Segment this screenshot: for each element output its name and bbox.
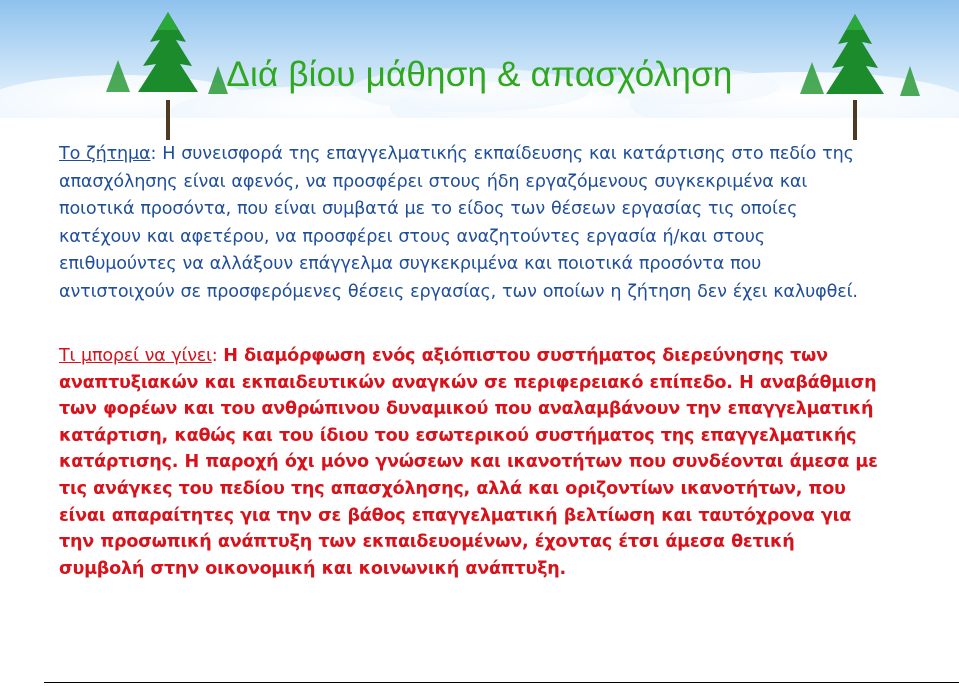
issue-text: Η συνεισφορά της επαγγελματικής εκπαίδευσης και κατάρτισης στο πεδίο της απασχόλησης είναι αφενός, να προσφέρει στους ήδη εργαζόμενους συγκεκριμένα και ποιοτικά προσόντα, που είναι συμβατά με το είδος των θέσεων εργασίας τις οποίες κατέχουν και αφετέρου, να προσφέρει στους αναζητούντες εργασία ή/και στους επιθυμούντες να αλλάξουν επάγγελμα συγκεκριμένα και ποιοτικά προσόντα που αντιστοιχούν σε προσφερόμενες θέσεις εργασίας, των οποίων η ζήτηση δεν έχει καλυφθεί.	[59, 144, 858, 302]
action-separator: :	[211, 346, 224, 366]
action-text: Η διαμόρφωση ενός αξιόπιστου συστήματος διερεύνησης των αναπτυξιακών και εκπαιδευτικών αναγκών σε περιφερειακό επίπεδο. Η αναβάθμιση των φορέων και του ανθρώπινου δυναμικού που αναλαμβάνουν την επαγγελματική κατάρτιση, καθώς και του ίδιου του εσωτερικού συστήματος της επαγγελματικής κατάρτισης. Η παροχή όχι μόνο γνώσεων και ικανοτήτων που συνδέονται άμεσα με τις ανάγκες του πεδίου της απασχόλησης, αλλά και οριζοντίων ικανοτήτων, που είναι απαραίτητες για την σε βάθος επαγγελματική βελτίωση και ταυτόχρονα για την προσωπική ανάπτυξη των εκπαιδευομένων, έχοντας έτσι άμεσα θετική συμβολή στην οικονομική και κοινωνική ανάπτυξη.	[59, 346, 878, 579]
issue-separator: :	[150, 144, 163, 164]
issue-label: Το ζήτημα	[59, 144, 151, 164]
slide-title: Διά βίου μάθηση & απασχόληση	[226, 55, 733, 94]
slide-content	[59, 141, 879, 582]
issue-paragraph	[59, 141, 879, 306]
bottom-rule	[44, 682, 959, 683]
action-label: Τι μπορεί να γίνει	[59, 346, 212, 366]
action-paragraph	[59, 343, 879, 582]
